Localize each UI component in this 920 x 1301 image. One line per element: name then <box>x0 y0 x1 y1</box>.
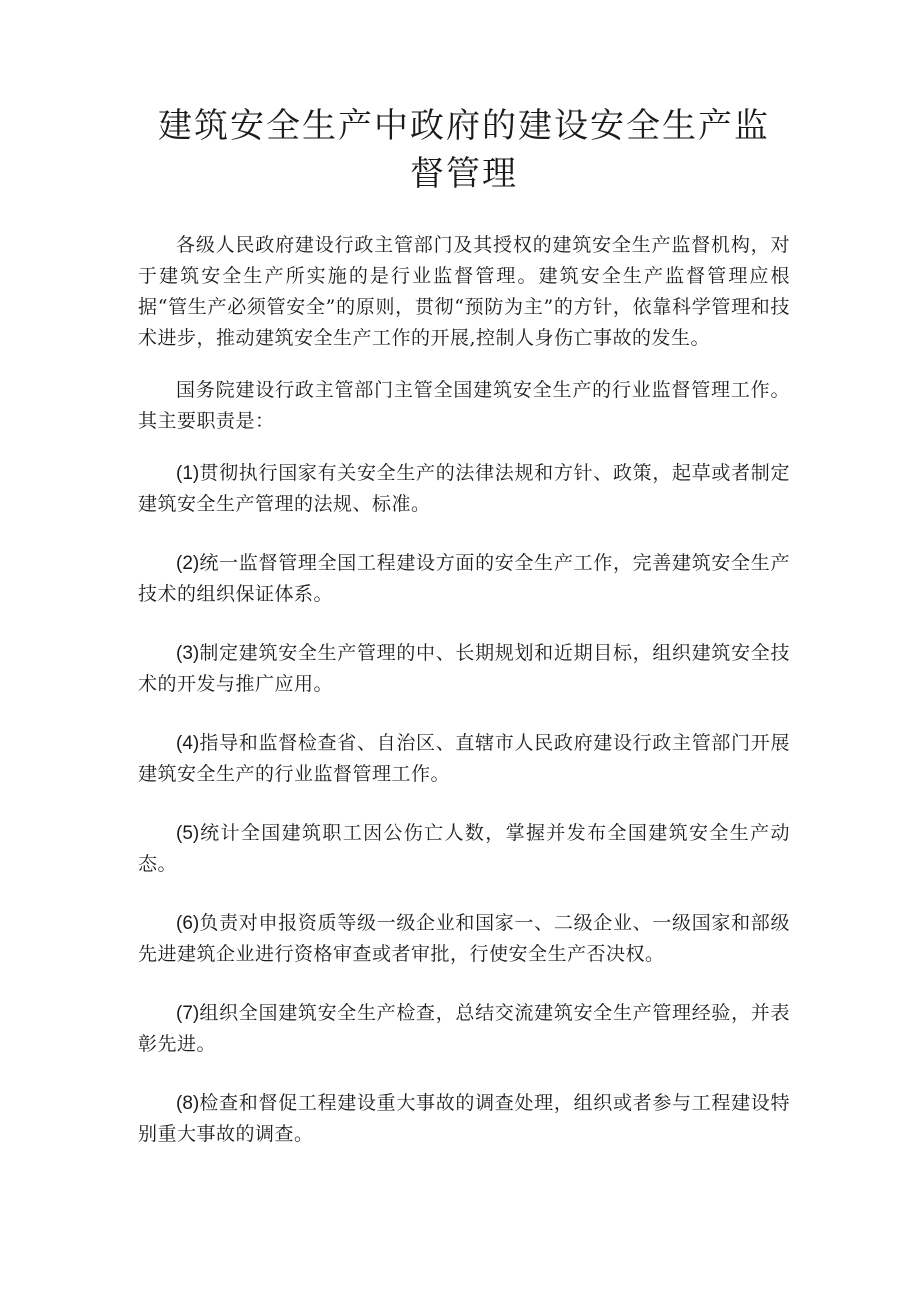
intro-paragraph: 各级人民政府建设行政主管部门及其授权的建筑安全生产监督机构，对于建筑安全生产所实施的是行业监督管理。建筑安全生产监督管理应根据“管生产必须管安全”的原则，贯彻“预防为主”的方针，依靠科学管理和技术进步，推动建筑安全生产工作的开展,控制人身伤亡事故的发生。 <box>138 234 790 349</box>
duty-number: (3) <box>176 643 200 664</box>
duty-text: 制定建筑安全生产管理的中、长期规划和近期目标，组织建筑安全技术的开发与推广应用。 <box>138 642 790 695</box>
duty-text: 统一监督管理全国工程建设方面的安全生产工作，完善建筑安全生产技术的组织保证体系。 <box>138 552 790 605</box>
duty-text: 统计全国建筑职工因公伤亡人数，掌握并发布全国建筑安全生产动态。 <box>138 822 790 875</box>
duties-intro-paragraph: 国务院建设行政主管部门主管全国建筑安全生产的行业监督管理工作。其主要职责是： <box>138 379 790 432</box>
duty-text: 负责对申报资质等级一级企业和国家一、二级企业、一级国家和部级先进建筑企业进行资格审查或者审批，行使安全生产否决权。 <box>138 912 790 965</box>
duty-text: 检查和督促工程建设重大事故的调查处理，组织或者参与工程建设特别重大事故的调查。 <box>138 1092 790 1145</box>
duty-item-2 <box>138 548 790 610</box>
document-body <box>138 230 790 1150</box>
duty-number: (2) <box>176 553 200 574</box>
duty-item-5 <box>138 818 790 880</box>
duty-item-1 <box>138 458 790 520</box>
duty-number: (8) <box>176 1093 200 1114</box>
duty-number: (1) <box>176 463 200 484</box>
duty-item-3 <box>138 638 790 700</box>
duty-text: 指导和监督检查省、自治区、直辖市人民政府建设行政主管部门开展建筑安全生产的行业监督管理工作。 <box>138 732 790 785</box>
duty-number: (6) <box>176 913 200 934</box>
duty-item-4 <box>138 728 790 790</box>
duty-item-8 <box>138 1088 790 1150</box>
duty-text: 组织全国建筑安全生产检查，总结交流建筑安全生产管理经验，并表彰先进。 <box>138 1002 790 1055</box>
duty-number: (7) <box>176 1003 200 1024</box>
document-page <box>138 102 790 1178</box>
duty-number: (5) <box>176 823 200 844</box>
duty-item-6 <box>138 908 790 970</box>
duty-number: (4) <box>176 733 200 754</box>
duty-item-7 <box>138 998 790 1060</box>
duty-text: 贯彻执行国家有关安全生产的法律法规和方针、政策，起草或者制定建筑安全生产管理的法规、标准。 <box>138 462 790 515</box>
document-title: 建筑安全生产中政府的建设安全生产监督管理 <box>158 106 770 194</box>
